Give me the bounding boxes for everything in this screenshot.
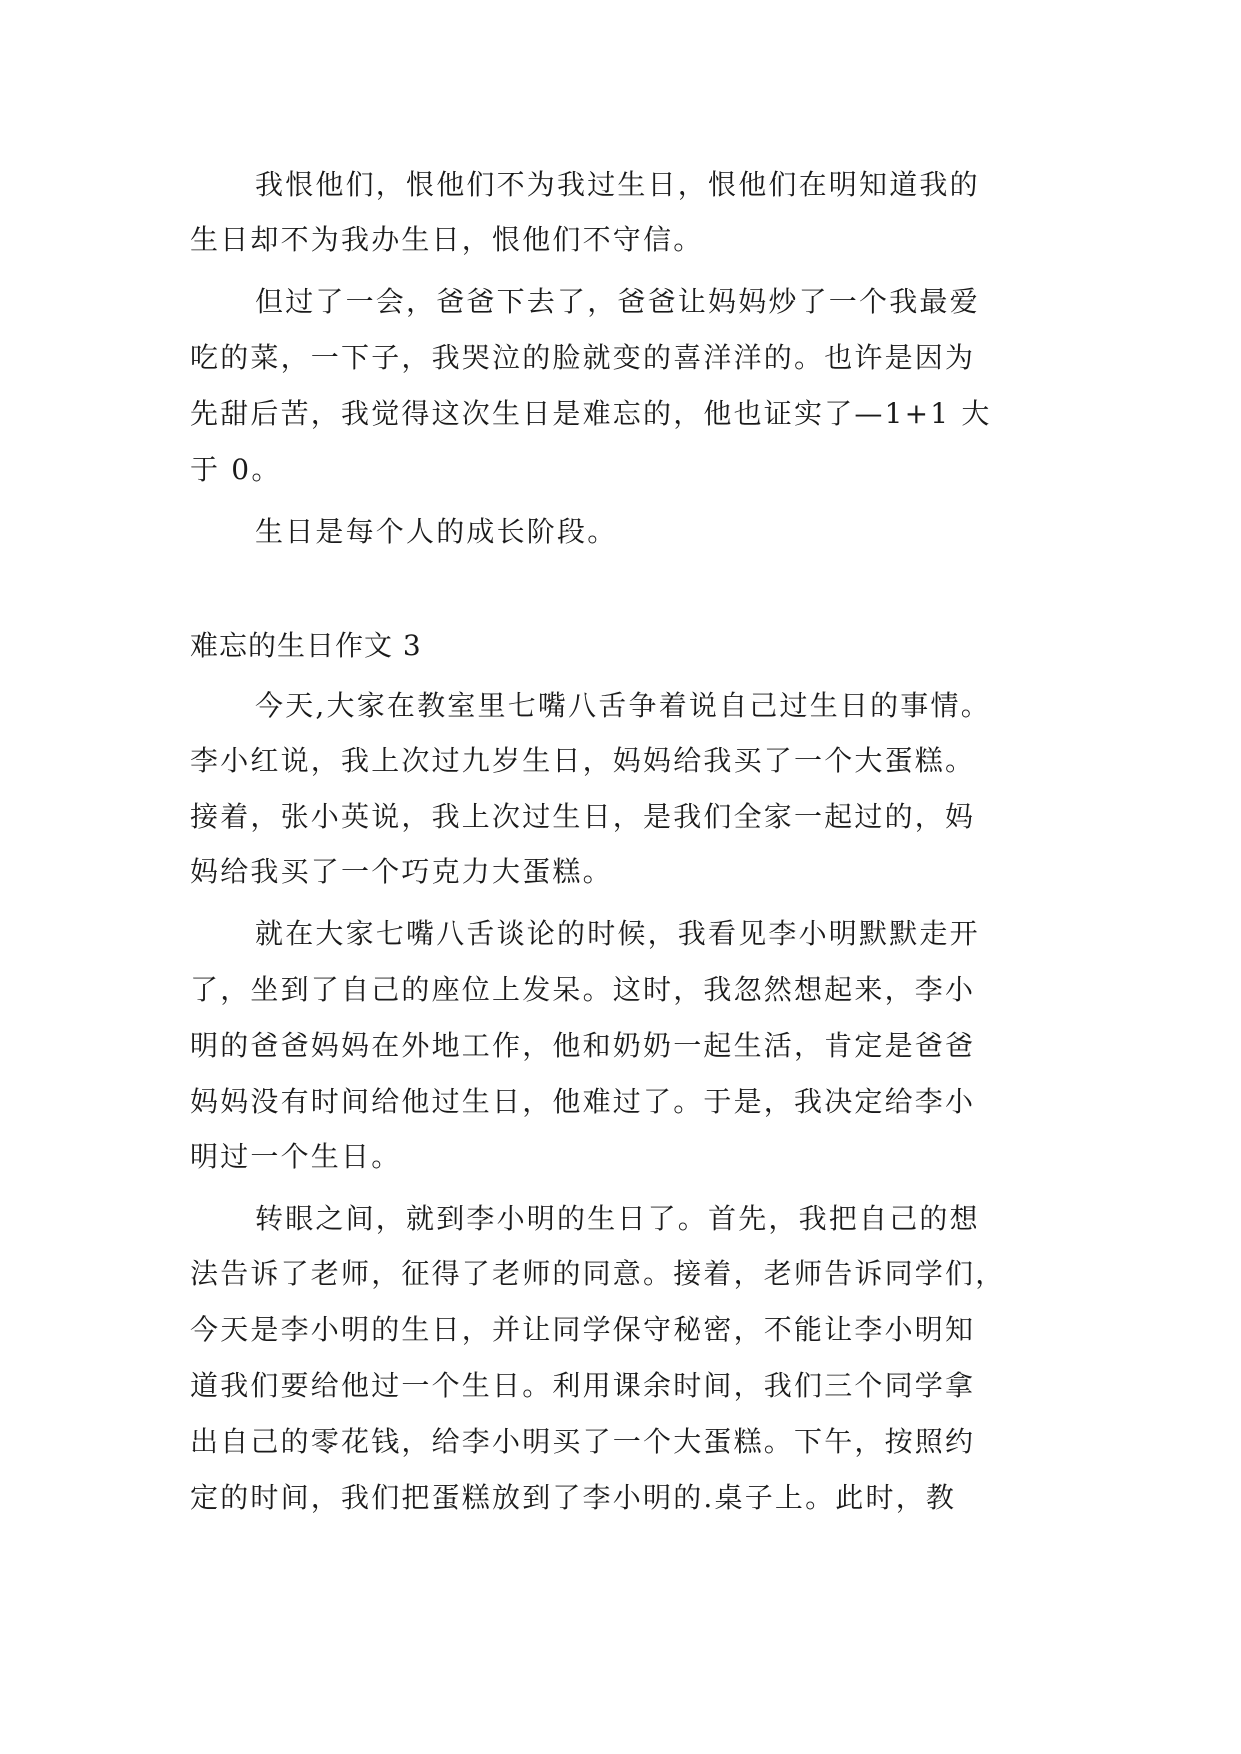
paragraph-line: 明过一个生日。 [190, 1140, 402, 1173]
paragraph-line: 于 0。 [190, 453, 282, 486]
paragraph-line: 妈妈没有时间给他过生日，他难过了。于是，我决定给李小 [190, 1085, 976, 1118]
paragraph-line: 吃的菜，一下子，我哭泣的脸就变的喜洋洋的。也许是因为 [190, 341, 976, 374]
paragraph-line: 法告诉了老师，征得了老师的同意。接着，老师告诉同学们， [190, 1257, 1006, 1290]
paragraph-line: 生日是每个人的成长阶段。 [255, 515, 618, 548]
paragraph-line: 出自己的零花钱，给李小明买了一个大蛋糕。下午，按照约 [190, 1425, 976, 1458]
paragraph-line: 道我们要给他过一个生日。利用课余时间，我们三个同学拿 [190, 1369, 976, 1402]
paragraph-line: 妈给我买了一个巧克力大蛋糕。 [190, 855, 613, 888]
paragraph-line: 明的爸爸妈妈在外地工作，他和奶奶一起生活，肯定是爸爸 [190, 1029, 976, 1062]
paragraph-line: 今天是李小明的生日，并让同学保守秘密，不能让李小明知 [190, 1313, 976, 1346]
paragraph-line: 生日却不为我办生日，恨他们不守信。 [190, 223, 704, 256]
section-heading: 难忘的生日作文 3 [190, 629, 422, 662]
paragraph-line: 李小红说，我上次过九岁生日，妈妈给我买了一个大蛋糕。 [190, 744, 976, 777]
paragraph-line: 我恨他们，恨他们不为我过生日，恨他们在明知道我的 [255, 168, 980, 201]
paragraph-line: 转眼之间，就到李小明的生日了。首先，我把自己的想 [255, 1202, 980, 1235]
paragraph-line: 先甜后苦，我觉得这次生日是难忘的，他也证实了—1+1 大 [190, 397, 992, 430]
paragraph-line: 接着，张小英说，我上次过生日，是我们全家一起过的，妈 [190, 800, 976, 833]
paragraph-line: 就在大家七嘴八舌谈论的时候，我看见李小明默默走开 [255, 917, 980, 950]
paragraph-line: 定的时间，我们把蛋糕放到了李小明的.桌子上。此时，教 [190, 1481, 957, 1514]
paragraph-line: 今天,大家在教室里七嘴八舌争着说自己过生日的事情。 [255, 689, 991, 722]
paragraph-line: 但过了一会，爸爸下去了，爸爸让妈妈炒了一个我最爱 [255, 285, 980, 318]
paragraph-line: 了，坐到了自己的座位上发呆。这时，我忽然想起来，李小 [190, 973, 976, 1006]
